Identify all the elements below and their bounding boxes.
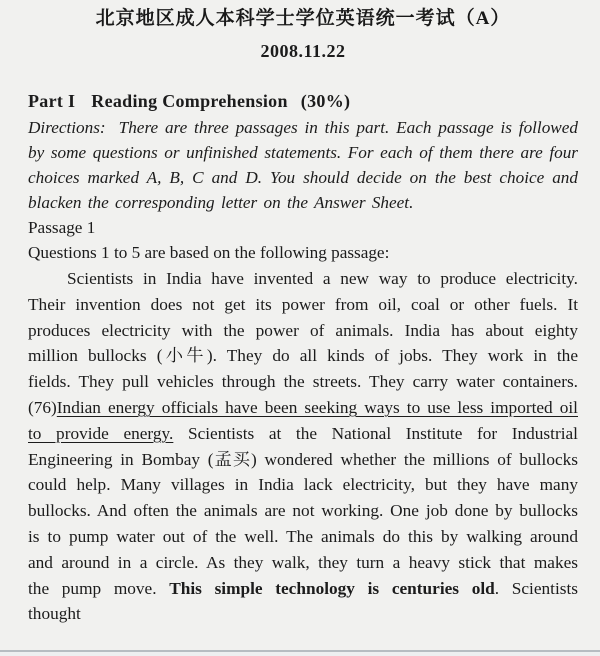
part-score: (30%) [300,91,351,111]
passage-segment-underlined: Indian energy officials have been seeking ways to use less imported oil to provide energy. [28,397,578,443]
scan-edge-bottom [0,652,600,656]
passage-segment: Scientists in India have invented a new way to produce electricity. Their invention does not get its power from oil, coal or other fuels. It produces electricity with the power of animals. India has about eighty million bullocks (小牛). They do all kinds of jobs. They work in the fields. They pull vehicles through the streets. They carry water containers. (76) [28,269,578,417]
passage-segment-bold: This simple technology is centuries old [169,578,495,598]
passage-label: Passage 1 [28,218,96,237]
passage-intro: Questions 1 to 5 are based on the following passage: [28,243,390,262]
directions-label: Directions: [28,118,106,137]
part-label: Part I [28,91,76,111]
passage-segment: . Scientists thought [28,578,578,624]
passage-body [28,266,578,627]
part-heading [28,89,578,113]
part-title: Reading Comprehension [91,91,288,111]
directions-text: There are three passages in this part. Each passage is followed by some questions or unfinished statements. For each of them there are four choices marked A, B, C and D. You should decide on the best choice and blacken the corresponding letter on the Answer Sheet. [28,118,578,212]
directions-paragraph [28,115,578,215]
passage-segment: Scientists at the National Institute for Industrial Engineering in Bombay (孟买) wondered whether the millions of bullocks could help. Many villages in India lack electricity, but they have many bullocks. And often the animals are not working. One job done by bullocks is to pump water out of the well. The animals do this by walking around and around in a circle. As they walk, they turn a heavy stick that makes the pump move. [28,423,578,598]
exam-date: 2008.11.22 [260,41,346,61]
exam-title: 北京地区成人本科学士学位英语统一考试（A） [95,8,511,29]
